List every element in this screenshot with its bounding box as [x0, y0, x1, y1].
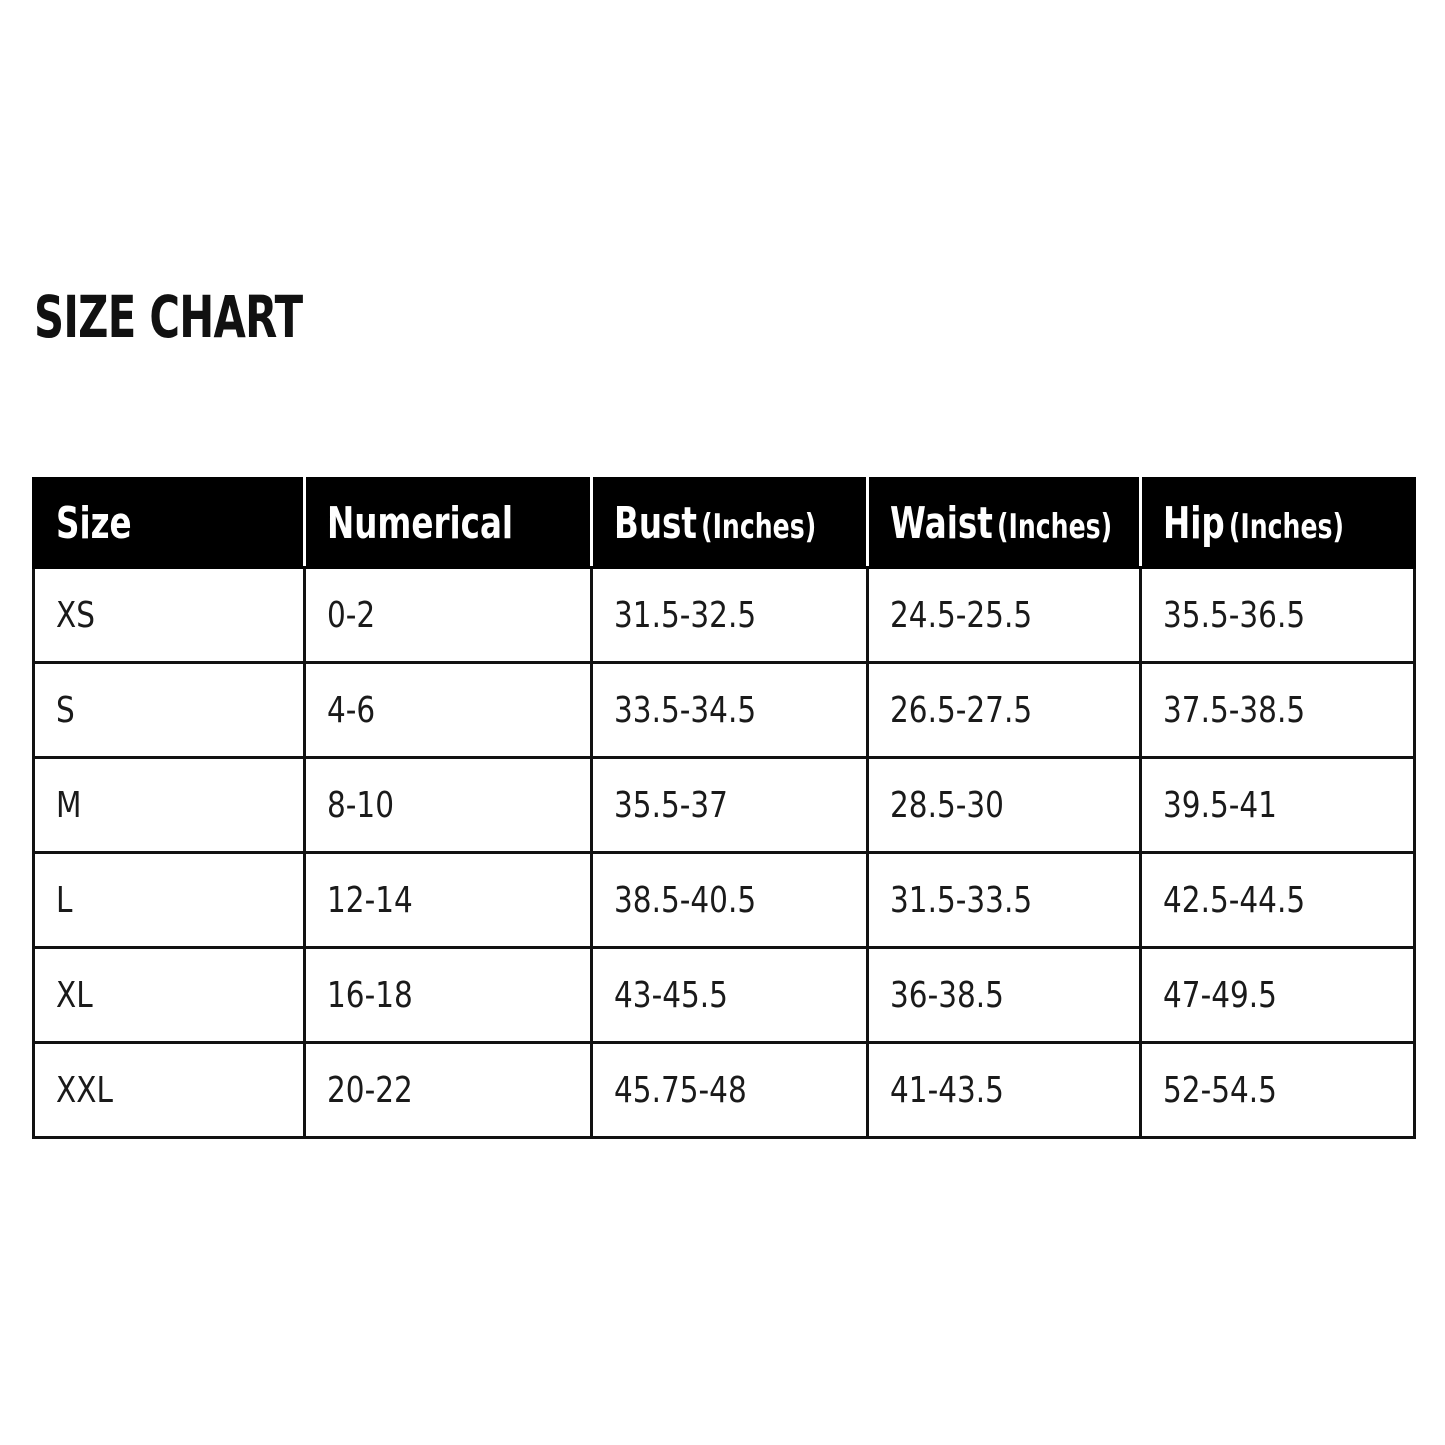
table-row [34, 758, 1415, 853]
cell-waist: 28.5-30 [868, 758, 1141, 853]
header-label: Waist [890, 497, 993, 549]
table-row [34, 663, 1415, 758]
cell-size: XXL [34, 1043, 305, 1138]
header-bust [592, 479, 868, 568]
cell-bust: 35.5-37 [592, 758, 868, 853]
cell-hip: 35.5-36.5 [1141, 568, 1415, 663]
table-header-row [34, 479, 1415, 568]
table-row [34, 853, 1415, 948]
cell-numerical: 8-10 [305, 758, 592, 853]
cell-numerical: 4-6 [305, 663, 592, 758]
cell-size: S [34, 663, 305, 758]
cell-hip: 47-49.5 [1141, 948, 1415, 1043]
header-label: Hip [1163, 497, 1225, 549]
header-unit: (Inches) [996, 506, 1113, 547]
cell-hip: 42.5-44.5 [1141, 853, 1415, 948]
cell-waist: 36-38.5 [868, 948, 1141, 1043]
cell-waist: 31.5-33.5 [868, 853, 1141, 948]
cell-hip: 52-54.5 [1141, 1043, 1415, 1138]
cell-waist: 26.5-27.5 [868, 663, 1141, 758]
cell-bust: 45.75-48 [592, 1043, 868, 1138]
header-numerical [305, 479, 592, 568]
table-row [34, 1043, 1415, 1138]
cell-bust: 43-45.5 [592, 948, 868, 1043]
cell-numerical: 20-22 [305, 1043, 592, 1138]
cell-size: L [34, 853, 305, 948]
header-hip [1141, 479, 1415, 568]
cell-size: XL [34, 948, 305, 1043]
table-row [34, 948, 1415, 1043]
cell-numerical: 12-14 [305, 853, 592, 948]
header-label: Numerical [327, 497, 514, 549]
header-unit: (Inches) [701, 506, 817, 547]
header-unit: (Inches) [1228, 506, 1344, 547]
cell-numerical: 16-18 [305, 948, 592, 1043]
header-waist [868, 479, 1141, 568]
cell-waist: 24.5-25.5 [868, 568, 1141, 663]
cell-size: M [34, 758, 305, 853]
cell-bust: 33.5-34.5 [592, 663, 868, 758]
page-title: SIZE CHART [34, 283, 303, 351]
cell-numerical: 0-2 [305, 568, 592, 663]
cell-hip: 39.5-41 [1141, 758, 1415, 853]
header-label: Bust [614, 497, 697, 549]
cell-size: XS [34, 568, 305, 663]
header-label: Size [56, 497, 132, 549]
cell-waist: 41-43.5 [868, 1043, 1141, 1138]
table-row [34, 568, 1415, 663]
cell-bust: 31.5-32.5 [592, 568, 868, 663]
cell-bust: 38.5-40.5 [592, 853, 868, 948]
cell-hip: 37.5-38.5 [1141, 663, 1415, 758]
header-size [34, 479, 305, 568]
size-chart-table [32, 477, 1416, 1139]
